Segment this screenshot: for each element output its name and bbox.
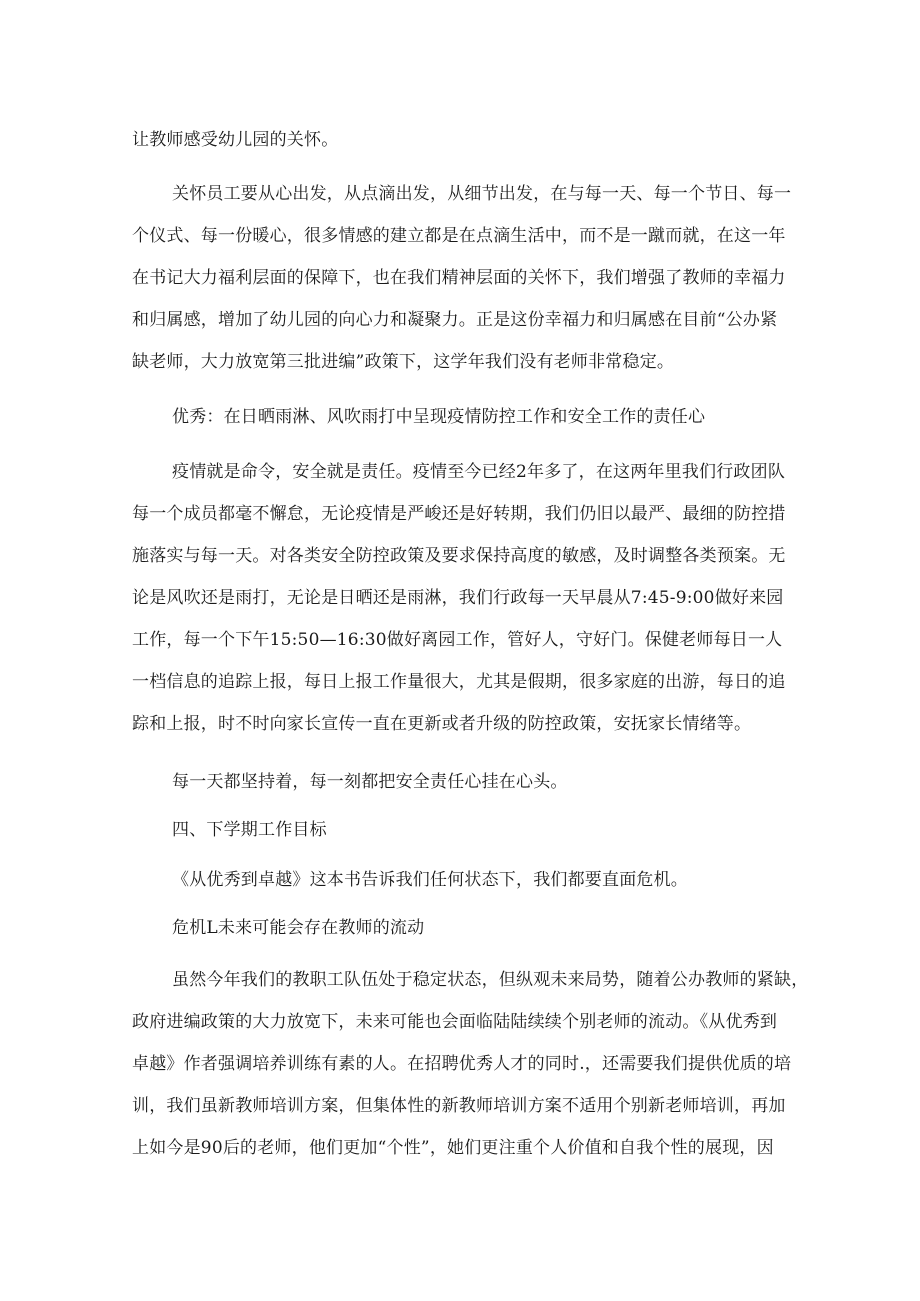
text-line-7: 优秀：在日晒雨淋、风吹雨打中呈现疫情防控工作和安全工作的责任心 bbox=[172, 407, 706, 427]
text-line-19: 虽然今年我们的教职工队伍处于稳定状态，但纵观未来局势，随着公办教师的紧缺， bbox=[172, 970, 809, 990]
text-line-15: 每一天都坚持着，每一刻都把安全责任心挂在心头。 bbox=[172, 772, 568, 792]
text-line-17: 《从优秀到卓越》这本书告诉我们任何状态下，我们都要直面危机。 bbox=[172, 870, 688, 890]
text-line-5: 和归属感，增加了幼儿园的向心力和凝聚力。正是这份幸福力和归属感在目前“公办紧 bbox=[132, 310, 778, 330]
text-line-21: 卓越》作者强调培养训练有素的人。在招聘优秀人才的同时.，还需要我们提供优质的培 bbox=[132, 1054, 792, 1074]
text-line-4: 在书记大力福利层面的保障下，也在我们精神层面的关怀下，我们增强了教师的幸福力 bbox=[132, 268, 786, 288]
section-heading: 四、下学期工作目标 bbox=[172, 820, 327, 840]
text-line-6: 缺老师，大力放宽第三批进编”政策下，这学年我们没有老师非常稳定。 bbox=[132, 352, 675, 372]
text-line-23: 上如今是90后的老师，他们更加“个性”，她们更注重个人价值和自我个性的展现，因 bbox=[132, 1138, 774, 1158]
text-line-1: 让教师感受幼儿园的关怀。 bbox=[132, 130, 339, 150]
text-line-9: 每一个成员都毫不懈怠，无论疫情是严峻还是好转期，我们仍旧以最严、最细的防控措 bbox=[132, 504, 786, 524]
text-line-2: 关怀员工要从心出发，从点滴出发，从细节出发，在与每一天、每一个节日、每一 bbox=[172, 184, 792, 204]
text-line-11: 论是风吹还是雨打，无论是日晒还是雨淋，我们行政每一天早晨从7:45-9:00做好来园 bbox=[132, 588, 784, 608]
text-line-18: 危机L未来可能会存在教师的流动 bbox=[172, 918, 425, 938]
text-line-22: 训，我们虽新教师培训方案，但集体性的新教师培训方案不适用个别新老师培训，再加 bbox=[132, 1096, 786, 1116]
text-line-10: 施落实与每一天。对各类安全防控政策及要求保持高度的敏感，及时调整各类预案。无 bbox=[132, 546, 786, 566]
text-line-13: 一档信息的追踪上报，每日上报工作量很大，尤其是假期，很多家庭的出游，每日的追 bbox=[132, 672, 786, 692]
text-line-14: 踪和上报，时不时向家长宣传一直在更新或者升级的防控政策，安抚家长情绪等。 bbox=[132, 714, 752, 734]
text-line-3: 个仪式、每一份暖心，很多情感的建立都是在点滴生活中，而不是一蹴而就，在这一年 bbox=[132, 226, 786, 246]
text-line-8: 疫情就是命令，安全就是责任。疫情至今已经2年多了，在这两年里我们行政团队 bbox=[172, 462, 786, 482]
text-line-12: 工作，每一个下午15:50—16:30做好离园工作，管好人，守好门。保健老师每日一人 bbox=[132, 630, 783, 650]
text-line-20: 政府进编政策的大力放宽下，未来可能也会面临陆陆续续个别老师的流动。《从优秀到 bbox=[132, 1012, 778, 1032]
